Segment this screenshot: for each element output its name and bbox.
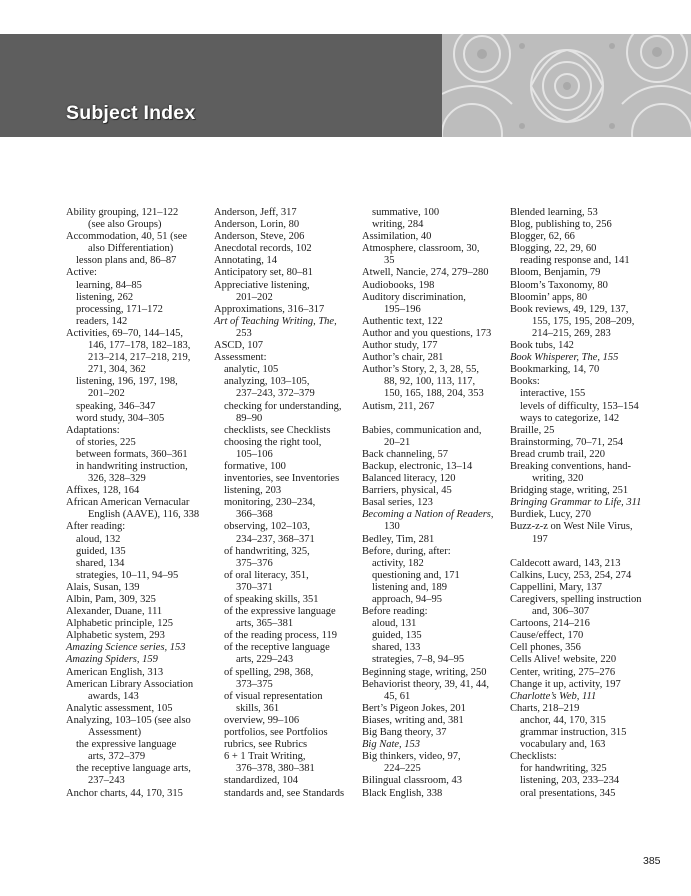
index-entry: questioning and, 171	[372, 569, 460, 581]
index-entry: 150, 165, 188, 204, 353	[384, 388, 484, 400]
index-entry: Book tubs, 142	[510, 340, 574, 352]
index-entry: Anderson, Lorin, 80	[214, 219, 300, 231]
index-entry: analytic, 105	[224, 364, 279, 376]
index-entry: Bridging stage, writing, 251	[510, 485, 629, 497]
decorative-ornament	[442, 34, 691, 137]
index-entry: Annotating, 14	[214, 255, 277, 267]
index-entry: of the receptive language	[224, 642, 330, 654]
index-entry: Author’s chair, 281	[362, 352, 444, 364]
index-entry: of stories, 225	[76, 436, 136, 448]
index-entry: Analyzing, 103–105 (see also	[66, 714, 191, 726]
index-entry: Braille, 25	[510, 424, 555, 436]
index-entry: the receptive language arts,	[76, 763, 191, 775]
index-entry: of visual representation	[224, 690, 323, 702]
index-entry: Babies, communication and,	[362, 424, 482, 436]
index-column-4	[510, 207, 668, 800]
index-entry: 237–243	[88, 775, 125, 787]
index-entry: of the reading process, 119	[224, 630, 338, 642]
index-entry: Backup, electronic, 13–14	[362, 460, 473, 472]
index-entry: 201–202	[236, 291, 273, 303]
index-entry: the expressive language	[76, 739, 177, 751]
index-entry: processing, 171–172	[76, 303, 163, 315]
index-entry: Charlotte’s Web, 111	[510, 690, 597, 702]
index-entry: American Library Association	[66, 678, 194, 690]
index-entry: 6 + 1 Trait Writing,	[224, 751, 306, 763]
index-entry: 195–196	[384, 303, 421, 315]
index-entry: checklists, see Checklists	[224, 424, 331, 436]
index-entry: 375–376	[236, 557, 273, 569]
index-entry: interactive, 155	[520, 388, 586, 400]
index-entry: Bloomin’ apps, 80	[510, 291, 588, 303]
index-entry: standardized, 104	[224, 775, 299, 787]
index-entry: Book Whisperer, The, 155	[510, 352, 619, 364]
index-column-2	[214, 207, 364, 800]
index-entry: checking for understanding,	[224, 400, 342, 412]
index-entry: Books:	[510, 376, 540, 388]
index-entry: Big Nate, 153	[362, 739, 421, 751]
index-entry: Author’s Story, 2, 3, 28, 55,	[362, 364, 479, 376]
index-entry: Alphabetic system, 293	[66, 630, 165, 642]
index-entry: Checklists:	[510, 751, 557, 763]
index-entry: anchor, 44, 170, 315	[520, 714, 606, 726]
index-entry: speaking, 346–347	[76, 400, 156, 412]
index-entry: Bookmarking, 14, 70	[510, 364, 600, 376]
index-entry: Blended learning, 53	[510, 207, 598, 218]
index-entry: Art of Teaching Writing, The,	[214, 315, 337, 327]
index-entry: aloud, 132	[76, 533, 121, 545]
index-entry: listening and, 189	[372, 581, 447, 593]
index-entry: Big Bang theory, 37	[362, 727, 447, 739]
index-entry: shared, 133	[372, 642, 421, 654]
index-entry: also Differentiation)	[88, 243, 174, 255]
index-entry: Albin, Pam, 309, 325	[66, 594, 156, 605]
index-entry: reading response and, 141	[520, 255, 630, 267]
index-entry: Beginning stage, writing, 250	[362, 666, 487, 678]
index-entry: Bloom’s Taxonomy, 80	[510, 279, 608, 291]
index-entry: listening, 203, 233–234	[520, 775, 620, 787]
index-entry: 155, 175, 195, 208–209,	[532, 315, 635, 327]
index-entry: arts, 365–381	[236, 618, 294, 630]
index-entry: Blog, publishing to, 256	[510, 219, 612, 231]
index-entry: overview, 99–106	[224, 714, 300, 726]
index-entry: Buzz-z-z on West Nile Virus,	[510, 521, 633, 533]
index-entry: of the expressive language	[224, 606, 336, 618]
index-entry: 105–106	[236, 448, 273, 460]
index-entry: 146, 177–178, 182–183,	[88, 340, 191, 352]
index-entry: Active:	[66, 267, 97, 279]
index-entry: Black English, 338	[362, 787, 443, 799]
index-entry: oral presentations, 345	[520, 787, 616, 799]
index-entry: Anderson, Jeff, 317	[214, 207, 297, 218]
index-entry: After reading:	[66, 521, 126, 533]
index-entry: grammar instruction, 315	[520, 727, 627, 739]
index-entry: 234–237, 368–371	[236, 533, 315, 545]
index-entry: 213–214, 217–218, 219,	[88, 352, 191, 364]
index-entry: Ability grouping, 121–122	[66, 207, 179, 218]
index-entry: monitoring, 230–234,	[224, 497, 316, 509]
page-title: Subject Index	[66, 102, 196, 124]
index-entry: of spelling, 298, 368,	[224, 666, 314, 678]
index-entry: 376–378, 380–381	[236, 763, 315, 775]
index-entry: (see also Groups)	[88, 219, 162, 231]
index-entry: arts, 372–379	[88, 751, 146, 763]
index-entry: Center, writing, 275–276	[510, 666, 616, 678]
index-entry: Brainstorming, 70–71, 254	[510, 436, 624, 448]
index-entry: Barriers, physical, 45	[362, 485, 452, 497]
index-entry: Affixes, 128, 164	[66, 485, 140, 497]
index-entry: activity, 182	[372, 557, 424, 569]
index-entry: 214–215, 269, 283	[532, 327, 611, 339]
index-entry: Author study, 177	[362, 340, 438, 352]
index-entry: Cells Alive! website, 220	[510, 654, 617, 666]
index-entry: Basal series, 123	[362, 497, 433, 509]
index-entry: arts, 229–243	[236, 654, 294, 666]
index-entry: Anecdotal records, 102	[214, 243, 312, 255]
index-entry: Auditory discrimination,	[362, 291, 466, 303]
index-entry: rubrics, see Rubrics	[224, 739, 308, 751]
index-entry: guided, 135	[372, 630, 422, 642]
index-entry: formative, 100	[224, 460, 286, 472]
index-entry: 20–21	[384, 436, 411, 448]
index-column-1	[66, 207, 216, 800]
index-entry: Bedley, Tim, 281	[362, 533, 435, 545]
index-entry: writing, 320	[532, 473, 584, 485]
index-entry: Behaviorist theory, 39, 41, 44,	[362, 678, 490, 690]
index-entry: 373–375	[236, 678, 273, 690]
index-entry: 201–202	[88, 388, 125, 400]
index-entry: Accommodation, 40, 51 (see	[66, 231, 188, 243]
index-entry: Bloom, Benjamin, 79	[510, 267, 601, 279]
index-entry: writing, 284	[372, 219, 424, 231]
index-entry: Amazing Science series, 153	[66, 642, 186, 654]
index-entry: Change it up, activity, 197	[510, 678, 621, 690]
index-entry: 237–243, 372–379	[236, 388, 315, 400]
index-entry: Analytic assessment, 105	[66, 702, 173, 714]
index-entry: listening, 203	[224, 485, 282, 497]
index-entry: ways to categorize, 142	[520, 412, 620, 424]
index-entry: Bilingual classroom, 43	[362, 775, 463, 787]
index-entry: 88, 92, 100, 113, 117,	[384, 376, 476, 388]
index-entry: Assessment)	[88, 727, 142, 739]
index-entry: 326, 328–329	[88, 473, 146, 485]
index-entry: Alexander, Duane, 111	[66, 606, 163, 618]
header-banner	[0, 34, 691, 137]
index-entry: Blogging, 22, 29, 60	[510, 243, 597, 255]
index-entry: Burdiek, Lucy, 270	[510, 509, 591, 521]
index-entry: Book reviews, 49, 129, 137,	[510, 303, 629, 315]
index-entry: Autism, 211, 267	[362, 400, 435, 412]
index-entry: Alphabetic principle, 125	[66, 618, 174, 630]
index-entry: Cartoons, 214–216	[510, 618, 590, 630]
index-entry: vocabulary and, 163	[520, 739, 606, 751]
index-column-3	[362, 207, 512, 800]
index-entry: 89–90	[236, 412, 263, 424]
index-entry: of speaking skills, 351	[224, 594, 319, 605]
index-entry: Caldecott award, 143, 213	[510, 557, 621, 569]
index-entry: American English, 313	[66, 666, 164, 678]
index-entry: Cappellini, Mary, 137	[510, 581, 603, 593]
index-entry: 197	[532, 533, 548, 545]
index-entry: Author and you questions, 173	[362, 327, 492, 339]
index-entry: Bringing Grammar to Life, 311	[510, 497, 642, 509]
index-entry: awards, 143	[88, 690, 139, 702]
index-entry: Caregivers, spelling instruction	[510, 594, 642, 605]
index-entry: Bert’s Pigeon Jokes, 201	[362, 702, 466, 714]
index-entry: levels of difficulty, 153–154	[520, 400, 639, 412]
index-entry: Alais, Susan, 139	[66, 581, 140, 593]
index-entry: analyzing, 103–105,	[224, 376, 310, 388]
index-entry: 366–368	[236, 509, 273, 521]
index-entry: Calkins, Lucy, 253, 254, 274	[510, 569, 632, 581]
index-entry: Big thinkers, video, 97,	[362, 751, 461, 763]
index-entry: summative, 100	[372, 207, 440, 218]
index-entry: Amazing Spiders, 159	[66, 654, 158, 666]
index-entry: 271, 304, 362	[88, 364, 146, 376]
index-entry: Bread crumb trail, 220	[510, 448, 606, 460]
index-entry: 370–371	[236, 581, 273, 593]
index-entry: Blogger, 62, 66	[510, 231, 575, 243]
index-entry: Becoming a Nation of Readers,	[362, 509, 494, 521]
lace-pattern-icon	[442, 34, 691, 137]
index-spacer	[362, 413, 512, 425]
index-entry: Cause/effect, 170	[510, 630, 584, 642]
index-entry: African American Vernacular	[66, 497, 190, 509]
index-entry: Biases, writing and, 381	[362, 714, 464, 726]
index-entry: Before reading:	[362, 606, 428, 618]
index-entry: Cell phones, 356	[510, 642, 581, 654]
index-entry: Audiobooks, 198	[362, 279, 435, 291]
index-entry: of oral literacy, 351,	[224, 569, 309, 581]
index-entry: Assessment:	[214, 352, 267, 364]
index-entry: standards and, see Standards	[224, 787, 345, 799]
index-entry: 130	[384, 521, 400, 533]
index-entry: Assimilation, 40	[362, 231, 432, 243]
index-entry: Approximations, 316–317	[214, 303, 325, 315]
index-entry: Anchor charts, 44, 170, 315	[66, 787, 183, 799]
index-entry: portfolios, see Portfolios	[224, 727, 328, 739]
index-entry: skills, 361	[236, 702, 280, 714]
index-entry: and, 306–307	[532, 606, 590, 618]
index-entry: strategies, 7–8, 94–95	[372, 654, 465, 666]
index-entry: Charts, 218–219	[510, 702, 580, 714]
index-entry: Balanced literacy, 120	[362, 473, 456, 485]
index-entry: between formats, 360–361	[76, 448, 188, 460]
index-entry: for handwriting, 325	[520, 763, 607, 775]
index-entry: Before, during, after:	[362, 545, 451, 557]
index-entry: strategies, 10–11, 94–95	[76, 569, 179, 581]
index-entry: Back channeling, 57	[362, 448, 449, 460]
index-entry: 253	[236, 327, 252, 339]
index-entry: Adaptations:	[66, 424, 120, 436]
index-entry: approach, 94–95	[372, 594, 442, 605]
index-entry: ASCD, 107	[214, 340, 264, 352]
index-entry: 45, 61	[384, 690, 411, 702]
index-entry: inventories, see Inventories	[224, 473, 340, 485]
index-entry: Activities, 69–70, 144–145,	[66, 327, 183, 339]
index-entry: Anderson, Steve, 206	[214, 231, 305, 243]
index-spacer	[510, 546, 668, 558]
index-entry: guided, 135	[76, 545, 126, 557]
index-entry: 35	[384, 255, 395, 267]
index-entry: English (AAVE), 116, 338	[88, 509, 200, 521]
page-number: 385	[643, 855, 661, 867]
index-entry: listening, 262	[76, 291, 134, 303]
index-entry: in handwriting instruction,	[76, 460, 188, 472]
index-entry: Appreciative listening,	[214, 279, 310, 291]
index-entry: Atmosphere, classroom, 30,	[362, 243, 480, 255]
index-entry: observing, 102–103,	[224, 521, 311, 533]
index-entry: learning, 84–85	[76, 279, 142, 291]
index-entry: Atwell, Nancie, 274, 279–280	[362, 267, 489, 279]
index-entry: listening, 196, 197, 198,	[76, 376, 178, 388]
index-entry: Authentic text, 122	[362, 315, 443, 327]
index-entry: shared, 134	[76, 557, 125, 569]
index-entry: Anticipatory set, 80–81	[214, 267, 313, 279]
index-entry: 224–225	[384, 763, 421, 775]
index-entry: readers, 142	[76, 315, 128, 327]
index-entry: choosing the right tool,	[224, 436, 322, 448]
index-entry: of handwriting, 325,	[224, 545, 310, 557]
index-entry: aloud, 131	[372, 618, 417, 630]
index-entry: lesson plans and, 86–87	[76, 255, 177, 267]
index-entry: word study, 304–305	[76, 412, 165, 424]
index-entry: Breaking conventions, hand-	[510, 460, 632, 472]
